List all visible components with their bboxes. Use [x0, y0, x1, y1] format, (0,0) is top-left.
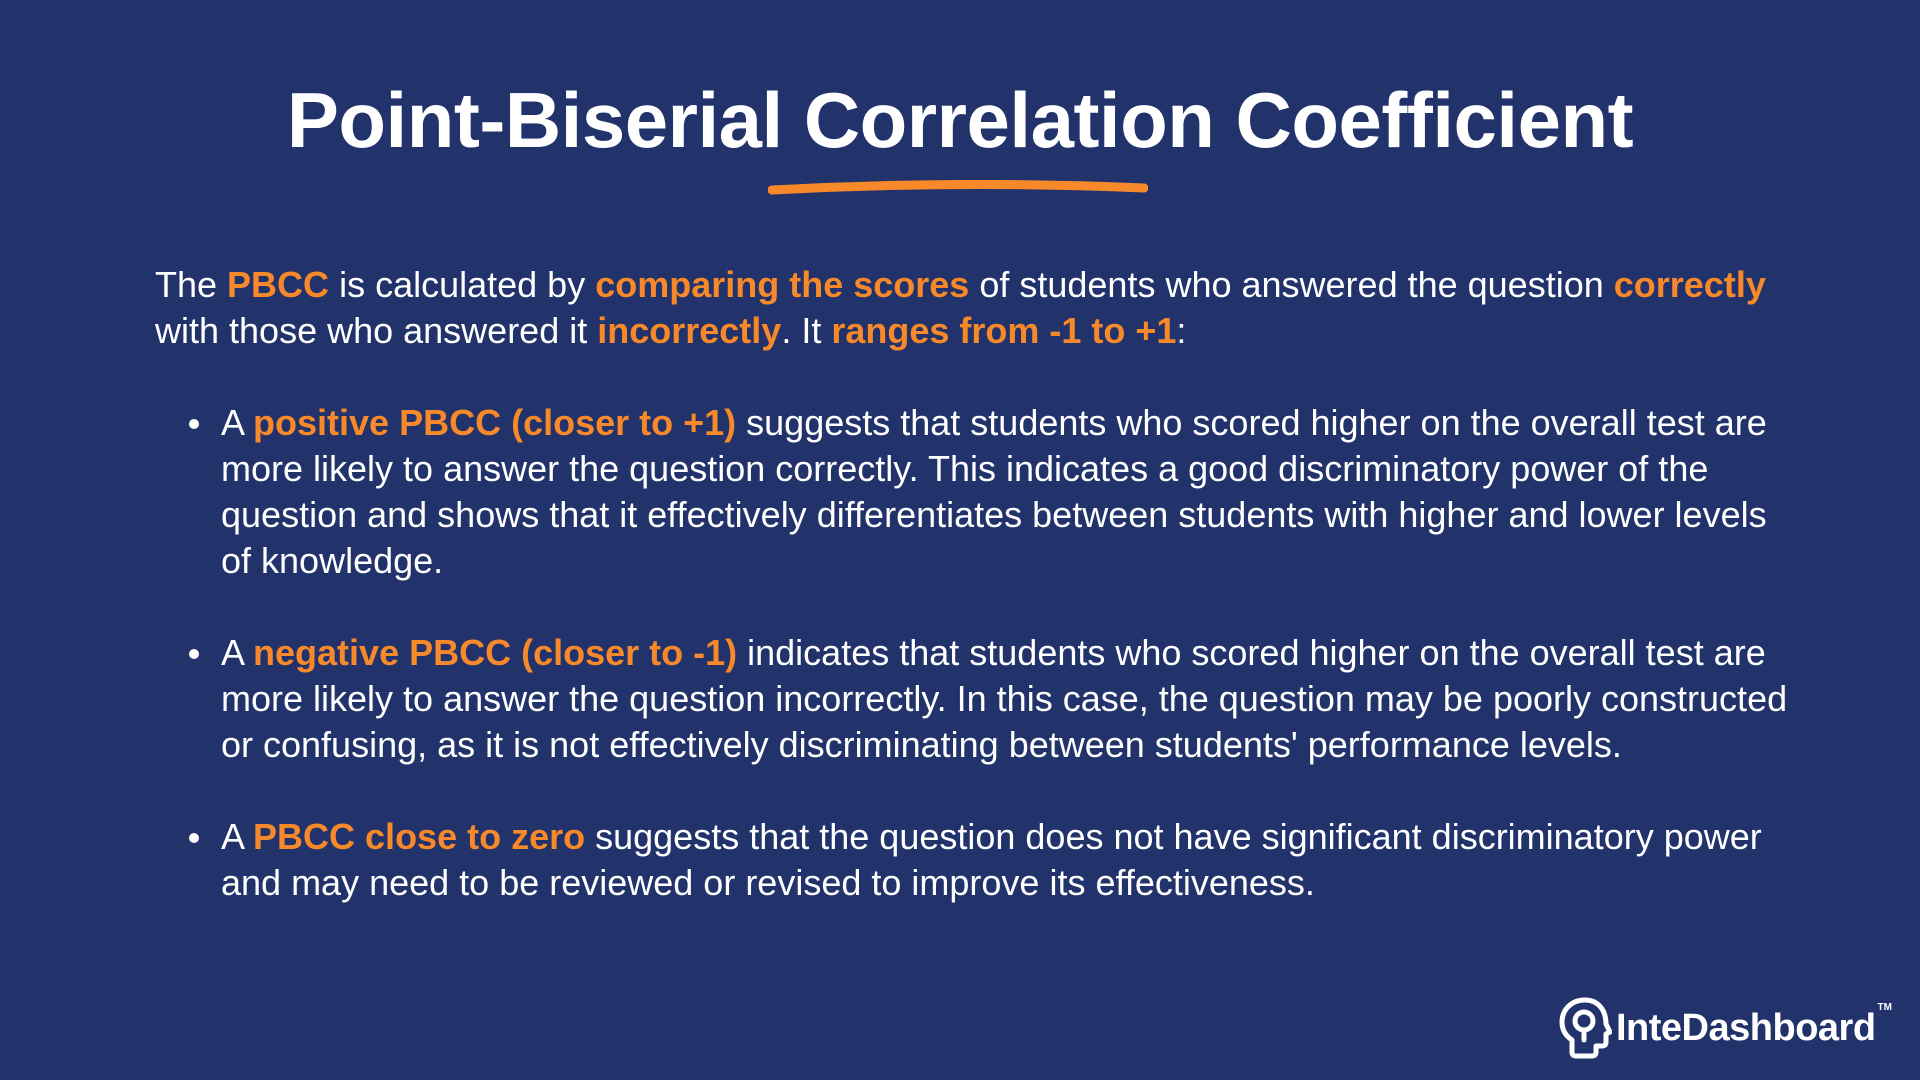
bullet-positive — [155, 400, 1795, 584]
bullet-zero — [155, 814, 1795, 906]
intro-text-4: with those who answered it — [155, 310, 598, 351]
intro-text-1: The — [155, 264, 228, 305]
bullet-highlight: PBCC close to zero — [253, 816, 586, 857]
intro-text-3: of students who answered the question — [969, 264, 1614, 305]
intro-text-6: : — [1176, 310, 1187, 351]
bullet-text: suggests that the question does not have significant discriminatory power and may need to be reviewed or revised to improve its effectiveness. — [221, 816, 1762, 903]
bullet-text: suggests that students who scored higher on the overall test are more likely to answer the question correctly. This indicates a good discriminatory power of the question and shows that it effectively differentiates between students with higher and lower levels of knowledge. — [221, 402, 1767, 581]
bullet-list — [155, 400, 1795, 906]
intro-highlight-comparing: comparing the scores — [595, 264, 970, 305]
bullet-highlight: negative PBCC (closer to -1) — [253, 632, 738, 673]
intro-text-2: is calculated by — [329, 264, 596, 305]
bullet-highlight: positive PBCC (closer to +1) — [253, 402, 737, 443]
bullet-pre: A — [221, 402, 254, 443]
intro-text-5: . It — [781, 310, 832, 351]
main-content — [155, 262, 1795, 952]
bullet-dot-icon — [189, 833, 199, 843]
lightbulb-head-icon — [1558, 996, 1612, 1060]
brand-logo — [1558, 996, 1892, 1060]
title-underline — [768, 180, 1148, 196]
intro-highlight-pbcc: PBCC — [227, 264, 330, 305]
page-title: Point-Biserial Correlation Coefficient — [286, 76, 1634, 164]
bullet-pre: A — [221, 816, 254, 857]
trademark-mark: TM — [1877, 1002, 1892, 1013]
intro-highlight-correctly: correctly — [1613, 264, 1766, 305]
brand-name: InteDashboard — [1616, 1006, 1876, 1049]
intro-highlight-range: ranges from -1 to +1 — [831, 310, 1177, 351]
intro-highlight-incorrectly: incorrectly — [597, 310, 782, 351]
bullet-negative — [155, 630, 1795, 768]
intro-paragraph — [155, 262, 1795, 354]
bullet-pre: A — [221, 632, 254, 673]
bullet-dot-icon — [189, 649, 199, 659]
bullet-dot-icon — [189, 419, 199, 429]
bullet-text: indicates that students who scored higher on the overall test are more likely to answer the question incorrectly. In this case, the question may be poorly constructed or confusing, as it is not effectively discriminating between students' performance levels. — [221, 632, 1788, 765]
